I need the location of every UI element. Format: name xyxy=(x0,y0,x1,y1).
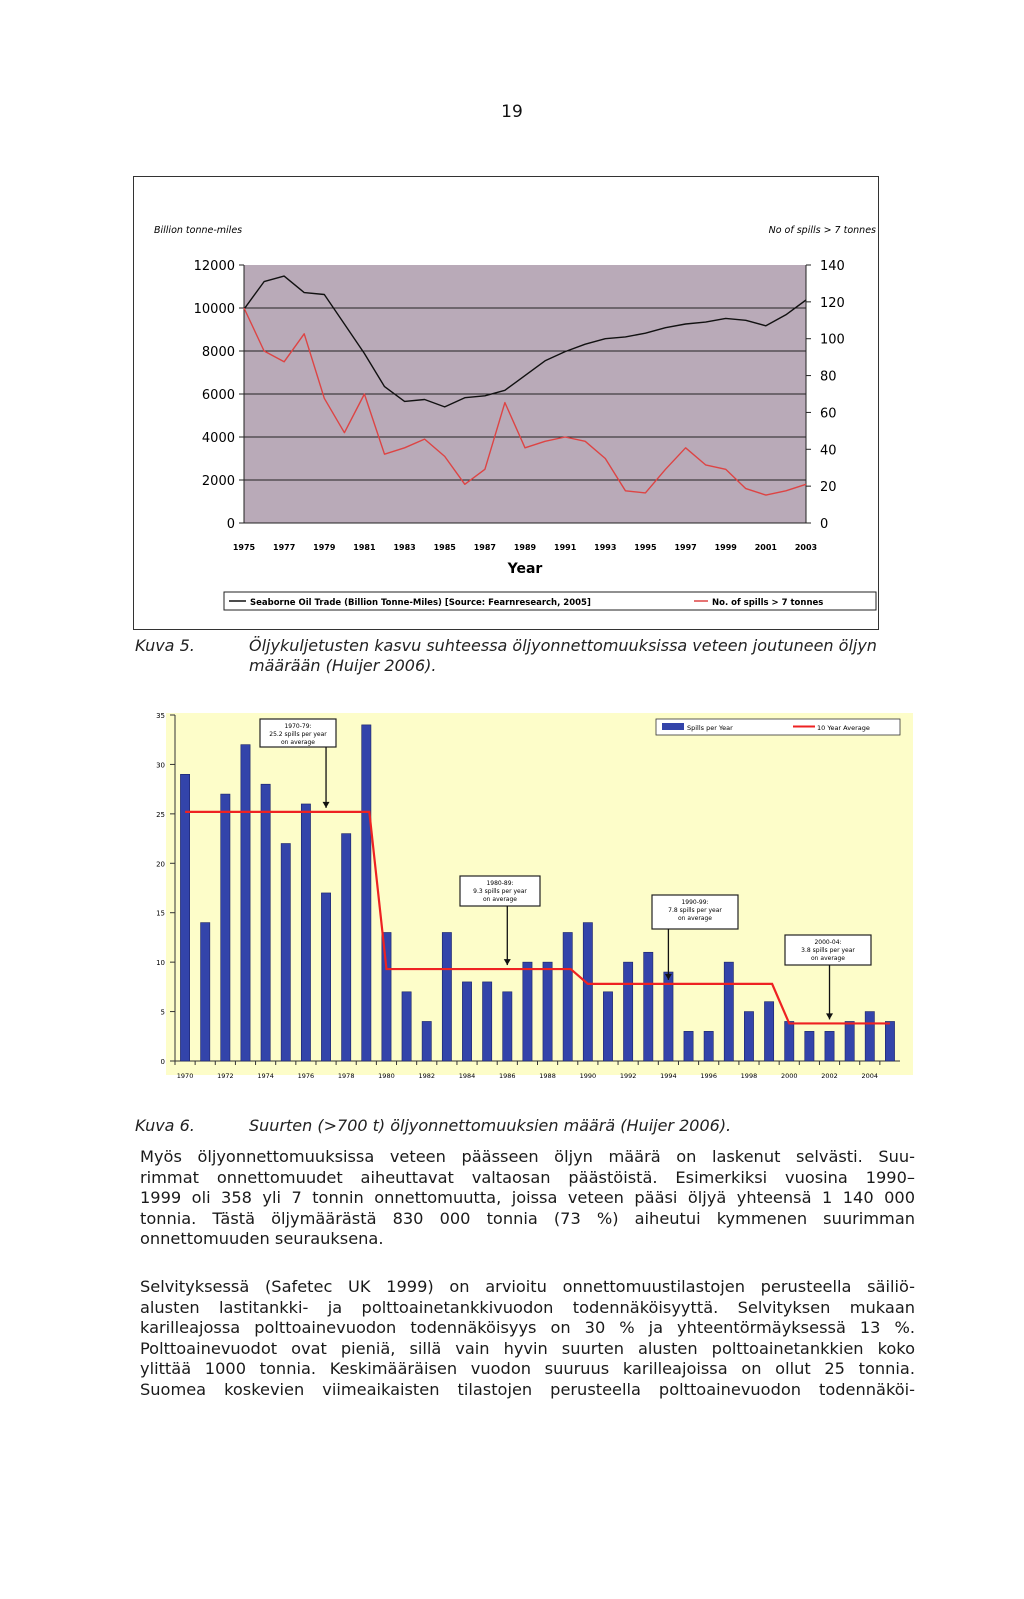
bar xyxy=(825,1031,834,1061)
bar xyxy=(805,1031,814,1061)
paragraph-1-line: tonnia. Tästä öljymäärästä 830 000 tonnia (73 %) aiheutui kymmenen suurimman xyxy=(140,1208,915,1228)
x-tick-label: 2000 xyxy=(780,1072,798,1080)
bar xyxy=(241,745,250,1061)
x-tick-label: 1982 xyxy=(418,1072,436,1080)
right-tick-label: 0 xyxy=(820,517,829,532)
bar xyxy=(301,804,310,1061)
paragraph-2 xyxy=(140,1277,915,1401)
paragraph-2-line: Selvityksessä (Safetec UK 1999) on arvioitu onnettomuustilastojen perusteella säiliö- xyxy=(140,1277,915,1296)
bar xyxy=(281,844,290,1061)
annotation-text: 1990-99: xyxy=(681,899,709,906)
bar xyxy=(221,794,230,1061)
bar xyxy=(684,1031,693,1061)
right-tick-label: 140 xyxy=(820,259,845,274)
left-tick-label: 6000 xyxy=(201,388,235,403)
figure-1-caption-line-1: Öljykuljetusten kasvu suhteessa öljyonnettomuuksissa veteen joutuneen öljyn xyxy=(249,636,877,655)
bar xyxy=(523,962,532,1061)
left-axis-title: Billion tonne-miles xyxy=(154,225,243,236)
right-tick-label: 60 xyxy=(820,406,837,422)
bar xyxy=(563,932,572,1061)
legend-swatch-spills-per-year xyxy=(662,723,684,730)
paragraph-1-line: rimmat onnettomuudet aiheuttavat valtaosan päästöistä. Esimerkiksi vuosina 1990– xyxy=(140,1167,915,1187)
y-tick-label: 5 xyxy=(160,1008,165,1017)
right-tick-label: 80 xyxy=(820,369,837,385)
x-tick-label: 1985 xyxy=(433,543,456,552)
paragraph-2-line: karilleajossa polttoainevuodon todennäköisyys on 30 % ja yhteentörmäyksessä 13 %. xyxy=(140,1318,915,1338)
x-tick-label: 1997 xyxy=(674,543,697,552)
x-tick-label: 1990 xyxy=(579,1072,597,1080)
bar xyxy=(724,962,733,1061)
bar xyxy=(623,962,632,1061)
paragraph-1-line: 1999 oli 358 yli 7 tonnin onnettomuutta, joissa veteen pääsi öljyä yhteensä 1 140 000 xyxy=(140,1188,915,1208)
bar xyxy=(785,1021,794,1061)
paragraph-1-line: Myös öljyonnettomuuksissa veteen päässeen öljyn määrä on laskenut selvästi. Suu- xyxy=(140,1147,915,1166)
right-tick-label: 20 xyxy=(820,480,837,496)
figure-1-chart xyxy=(133,176,879,630)
x-tick-label: 1992 xyxy=(619,1072,637,1080)
bar xyxy=(885,1021,894,1061)
left-tick-label: 0 xyxy=(226,517,235,532)
x-tick-label: 1979 xyxy=(313,543,336,552)
x-tick-label: 1980 xyxy=(378,1072,395,1080)
bar xyxy=(261,784,270,1061)
bar xyxy=(704,1031,713,1061)
x-tick-label: 1993 xyxy=(594,543,617,552)
annotation-text: 7.8 spills per year xyxy=(668,907,722,914)
paragraph-1 xyxy=(140,1147,915,1250)
bar xyxy=(362,725,371,1061)
x-axis-title: Year xyxy=(507,561,543,577)
y-tick-label: 15 xyxy=(156,909,165,918)
annotation-text: 3.8 spills per year xyxy=(801,947,855,954)
left-tick-label: 12000 xyxy=(193,259,235,274)
bar xyxy=(764,1002,773,1061)
paragraph-2-line: alusten lastitankki- ja polttoainetankkivuodon todennäköisyyttä. Selvityksen mukaan xyxy=(140,1297,915,1317)
x-tick-label: 1977 xyxy=(273,543,296,552)
figure-2-caption: Suurten (>700 t) öljyonnettomuuksien määrä (Huijer 2006). xyxy=(249,1116,732,1135)
bar xyxy=(583,923,592,1061)
left-tick-label: 2000 xyxy=(201,474,235,489)
bar xyxy=(321,893,330,1061)
x-tick-label: 1986 xyxy=(499,1072,516,1080)
x-tick-label: 1976 xyxy=(297,1072,315,1080)
annotation-text: 25.2 spills per year xyxy=(269,731,327,738)
x-tick-label: 1995 xyxy=(634,543,657,552)
trade-vs-spills-line-chart xyxy=(134,177,878,629)
x-tick-label: 1984 xyxy=(458,1072,476,1080)
paragraph-2-line: Suomea koskevien viimeaikaisten tilastojen perusteella polttoainevuodon todennäköi- xyxy=(140,1379,915,1399)
x-tick-label: 1988 xyxy=(539,1072,556,1080)
annotation-text: 2000-04: xyxy=(814,939,842,946)
left-tick-label: 8000 xyxy=(201,345,235,360)
bar xyxy=(845,1021,854,1061)
spills-per-year-bar-chart xyxy=(148,713,913,1111)
y-tick-label: 25 xyxy=(156,810,165,819)
x-tick-label: 2004 xyxy=(861,1072,879,1080)
x-tick-label: 1999 xyxy=(714,543,737,552)
y-tick-label: 0 xyxy=(160,1058,165,1066)
x-tick-label: 1998 xyxy=(740,1072,758,1080)
bar xyxy=(543,962,552,1061)
annotation-text: on average xyxy=(483,896,517,903)
annotation-text: on average xyxy=(281,739,315,746)
x-tick-label: 1996 xyxy=(700,1072,717,1080)
bar xyxy=(865,1012,874,1061)
right-axis-title: No of spills > 7 tonnes xyxy=(768,225,876,236)
annotation-text: on average xyxy=(811,955,845,962)
bar xyxy=(664,972,673,1061)
legend-label-spills-per-year: Spills per Year xyxy=(687,724,733,732)
y-tick-label: 10 xyxy=(156,959,165,968)
bar xyxy=(402,992,411,1061)
figure-1-caption-label: Kuva 5. xyxy=(135,636,195,655)
left-tick-label: 4000 xyxy=(201,431,235,446)
annotation-text: 1970-79: xyxy=(284,723,312,730)
figure-2-chart xyxy=(148,713,913,1111)
x-tick-label: 1974 xyxy=(257,1072,274,1080)
legend-label-oil-trade: Seaborne Oil Trade (Billion Tonne-Miles) [Source: Fearnresearch, 2005] xyxy=(250,598,591,608)
y-tick-label: 30 xyxy=(156,761,165,770)
bar xyxy=(503,992,512,1061)
legend-label-ten-year-average: 10 Year Average xyxy=(817,724,870,732)
bar xyxy=(342,834,351,1061)
page-number: 19 xyxy=(501,102,523,122)
y-tick-label: 20 xyxy=(156,860,165,869)
bar xyxy=(744,1012,753,1061)
x-tick-label: 1989 xyxy=(513,543,537,552)
bar xyxy=(462,982,471,1061)
x-tick-label: 1978 xyxy=(337,1072,355,1080)
bar xyxy=(644,952,653,1061)
bar xyxy=(180,774,189,1061)
x-tick-label: 1994 xyxy=(660,1072,677,1080)
x-tick-label: 1983 xyxy=(393,543,416,552)
x-tick-label: 2001 xyxy=(754,543,777,552)
figure-2-caption-label: Kuva 6. xyxy=(135,1116,195,1135)
right-tick-label: 120 xyxy=(820,295,845,311)
y-tick-label: 35 xyxy=(156,713,165,720)
right-tick-label: 100 xyxy=(820,332,845,348)
paragraph-2-line: ylittää 1000 tonnia. Keskimääräisen vuodon suuruus karilleajoissa on ollut 25 tonnia. xyxy=(140,1359,915,1379)
legend-label-spills: No. of spills > 7 tonnes xyxy=(712,598,824,608)
bar xyxy=(422,1021,431,1061)
annotation-text: on average xyxy=(678,915,712,922)
paragraph-1-line: onnettomuuden seurauksena. xyxy=(140,1229,384,1249)
x-tick-label: 1987 xyxy=(473,543,496,552)
x-tick-label: 1991 xyxy=(554,543,577,552)
bar xyxy=(442,932,451,1061)
left-tick-label: 10000 xyxy=(193,302,235,317)
x-tick-label: 1970 xyxy=(176,1072,194,1080)
annotation-text: 1980-89: xyxy=(486,880,514,887)
right-tick-label: 40 xyxy=(820,443,837,459)
x-tick-label: 2002 xyxy=(821,1072,838,1080)
x-tick-label: 2003 xyxy=(794,543,818,552)
x-tick-label: 1972 xyxy=(217,1072,234,1080)
figure-1-caption-line-2: määrään (Huijer 2006). xyxy=(249,656,437,675)
paragraph-2-line: Polttoainevuodot ovat pieniä, sillä vain hyvin suurten alusten polttoainetankkien koko xyxy=(140,1338,915,1358)
x-tick-label: 1981 xyxy=(353,543,376,552)
x-tick-label: 1975 xyxy=(232,543,256,552)
bar xyxy=(483,982,492,1061)
bar xyxy=(603,992,612,1061)
annotation-text: 9.3 spills per year xyxy=(473,888,527,895)
bar xyxy=(201,923,210,1061)
bar xyxy=(382,932,391,1061)
